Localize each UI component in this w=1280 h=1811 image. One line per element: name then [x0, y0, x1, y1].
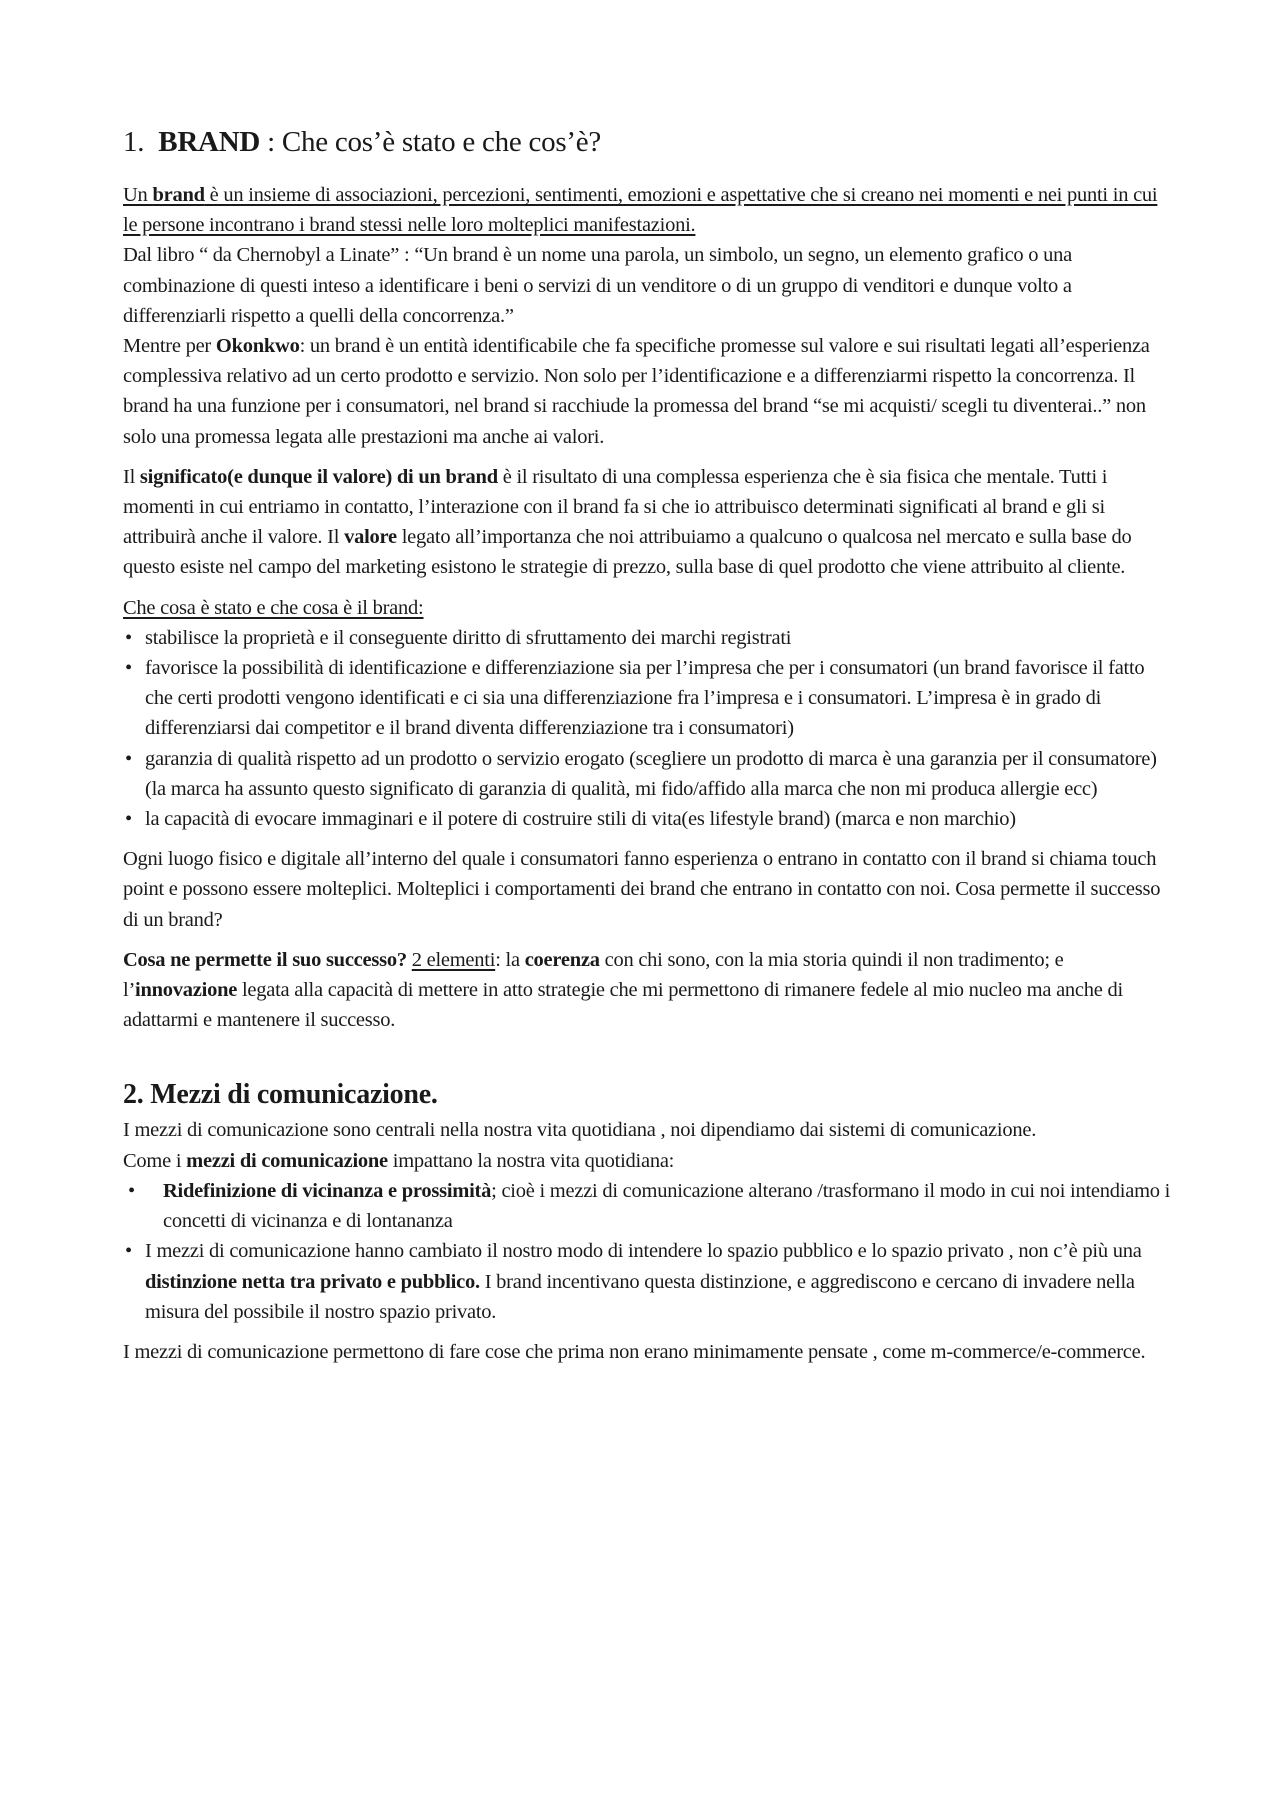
commerce-paragraph: I mezzi di comunicazione permettono di fare cose che prima non erano minimamente pensate , come m-commerce/e-commerce.	[123, 1340, 1146, 1363]
list-item: • Ridefinizione di vicinanza e prossimità; cioè i mezzi di comunicazione alterano /trasformano il modo in cui noi intendiamo i concetti di vicinanza e di lontananza	[123, 1176, 1173, 1236]
section-1-heading	[123, 120, 1173, 164]
section-1-title-bold: BRAND	[158, 126, 261, 158]
document-page	[123, 120, 1173, 1367]
media-impact-list-2	[123, 1236, 1173, 1327]
list-item: • stabilisce la proprietà e il conseguente diritto di sfruttamento dei marchi registrati	[123, 623, 1173, 653]
section-1-number: 1.	[123, 126, 145, 158]
section-2-heading: 2. Mezzi di comunicazione.	[123, 1079, 438, 1111]
okonkwo-paragraph: Mentre per Okonkwo: un brand è un entità identificabile che fa specifiche promesse sul valore e sui risultati legati all’esperienza complessiva relativo ad un certo prodotto e servizio. Non solo per l’identificazione e a differenziarmi rispetto la concorrenza. Il brand ha una funzione per i consumatori, nel brand si racchiude la promessa del brand “se mi acquisti/ scegli tu diventerai..” non solo una promessa legata alle prestazioni ma anche ai valori.	[123, 335, 1150, 448]
list-item: • garanzia di qualità rispetto ad un prodotto o servizio erogato (scegliere un prodotto di marca è una garanzia per il consumatore) (la marca ha assunto questo significato di garanzia di qualità, mi fido/affido alla marca che non mi produca allergie ecc)	[123, 744, 1173, 804]
success-paragraph: Cosa ne permette il suo successo? 2 elementi: la coerenza con chi sono, con la mia storia quindi il non tradimento; e l’innovazione legata alla capacità di mettere in atto strategie che mi permettono di rimanere fedele al mio nucleo ma anche di adattarmi e mantenere il successo.	[123, 948, 1123, 1032]
media-impact-list-1	[123, 1176, 1173, 1236]
brand-list-heading: Che cosa è stato e che cosa è il brand:	[123, 596, 424, 619]
brand-definition-paragraph: Un brand è un insieme di associazioni, percezioni, sentimenti, emozioni e aspettative che si creano nei momenti e nei punti in cui le persone incontrano i brand stessi nelle loro molteplici manifestazioni.	[123, 184, 1158, 237]
book-quote-paragraph: Dal libro “ da Chernobyl a Linate” : “Un brand è un nome una parola, un simbolo, un segno, un elemento grafico o una combinazione di questi inteso a identificare i beni o servizi di un venditore o di un gruppo di venditori e dunque volto a differenziarli rispetto a quelli della concorrenza.”	[123, 244, 1073, 327]
media-intro-paragraph: I mezzi di comunicazione sono centrali nella nostra vita quotidiana , noi dipendiamo dai sistemi di comunicazione.	[123, 1119, 1037, 1142]
touch-point-paragraph: Ogni luogo fisico e digitale all’interno del quale i consumatori fanno esperienza o entrano in contatto con il brand si chiama touch point e possono essere molteplici. Molteplici i comportamenti dei brand che entrano in contatto con noi. Cosa permette il successo di un brand?	[123, 848, 1161, 931]
section-1-title-rest: : Che cos’è stato e che cos’è?	[260, 126, 602, 158]
brand-functions-list	[123, 623, 1173, 834]
list-item: • la capacità di evocare immaginari e il potere di costruire stili di vita(es lifestyle brand) (marca e non marchio)	[123, 804, 1173, 834]
list-item: • I mezzi di comunicazione hanno cambiato il nostro modo di intendere lo spazio pubblico e lo spazio privato , non c’è più una distinzione netta tra privato e pubblico. I brand incentivano questa distinzione, e aggrediscono e cercano di invadere nella misura del possibile il nostro spazio privato.	[123, 1236, 1173, 1327]
media-impact-paragraph: Come i mezzi di comunicazione impattano la nostra vita quotidiana:	[123, 1149, 675, 1172]
meaning-value-paragraph: Il significato(e dunque il valore) di un brand è il risultato di una complessa esperienza che è sia fisica che mentale. Tutti i momenti in cui entriamo in contatto, l’interazione con il brand fa si che io attribuisco determinati significati al brand e gli si attribuirà anche il valore. Il valore legato all’importanza che noi attribuiamo a qualcuno o qualcosa nel mercato e sulla base do questo esiste nel campo del marketing esistono le strategie di prezzo, sulla base di quel prodotto che viene attribuito al cliente.	[123, 465, 1132, 579]
list-item: • favorisce la possibilità di identificazione e differenziazione sia per l’impresa che per i consumatori (un brand favorisce il fatto che certi prodotti vengono identificati e ci sia una differenziazione fra l’impresa e i consumatori. L’impresa è in grado di differenziarsi dai competitor e il brand diventa differenziazione tra i consumatori)	[123, 653, 1173, 744]
